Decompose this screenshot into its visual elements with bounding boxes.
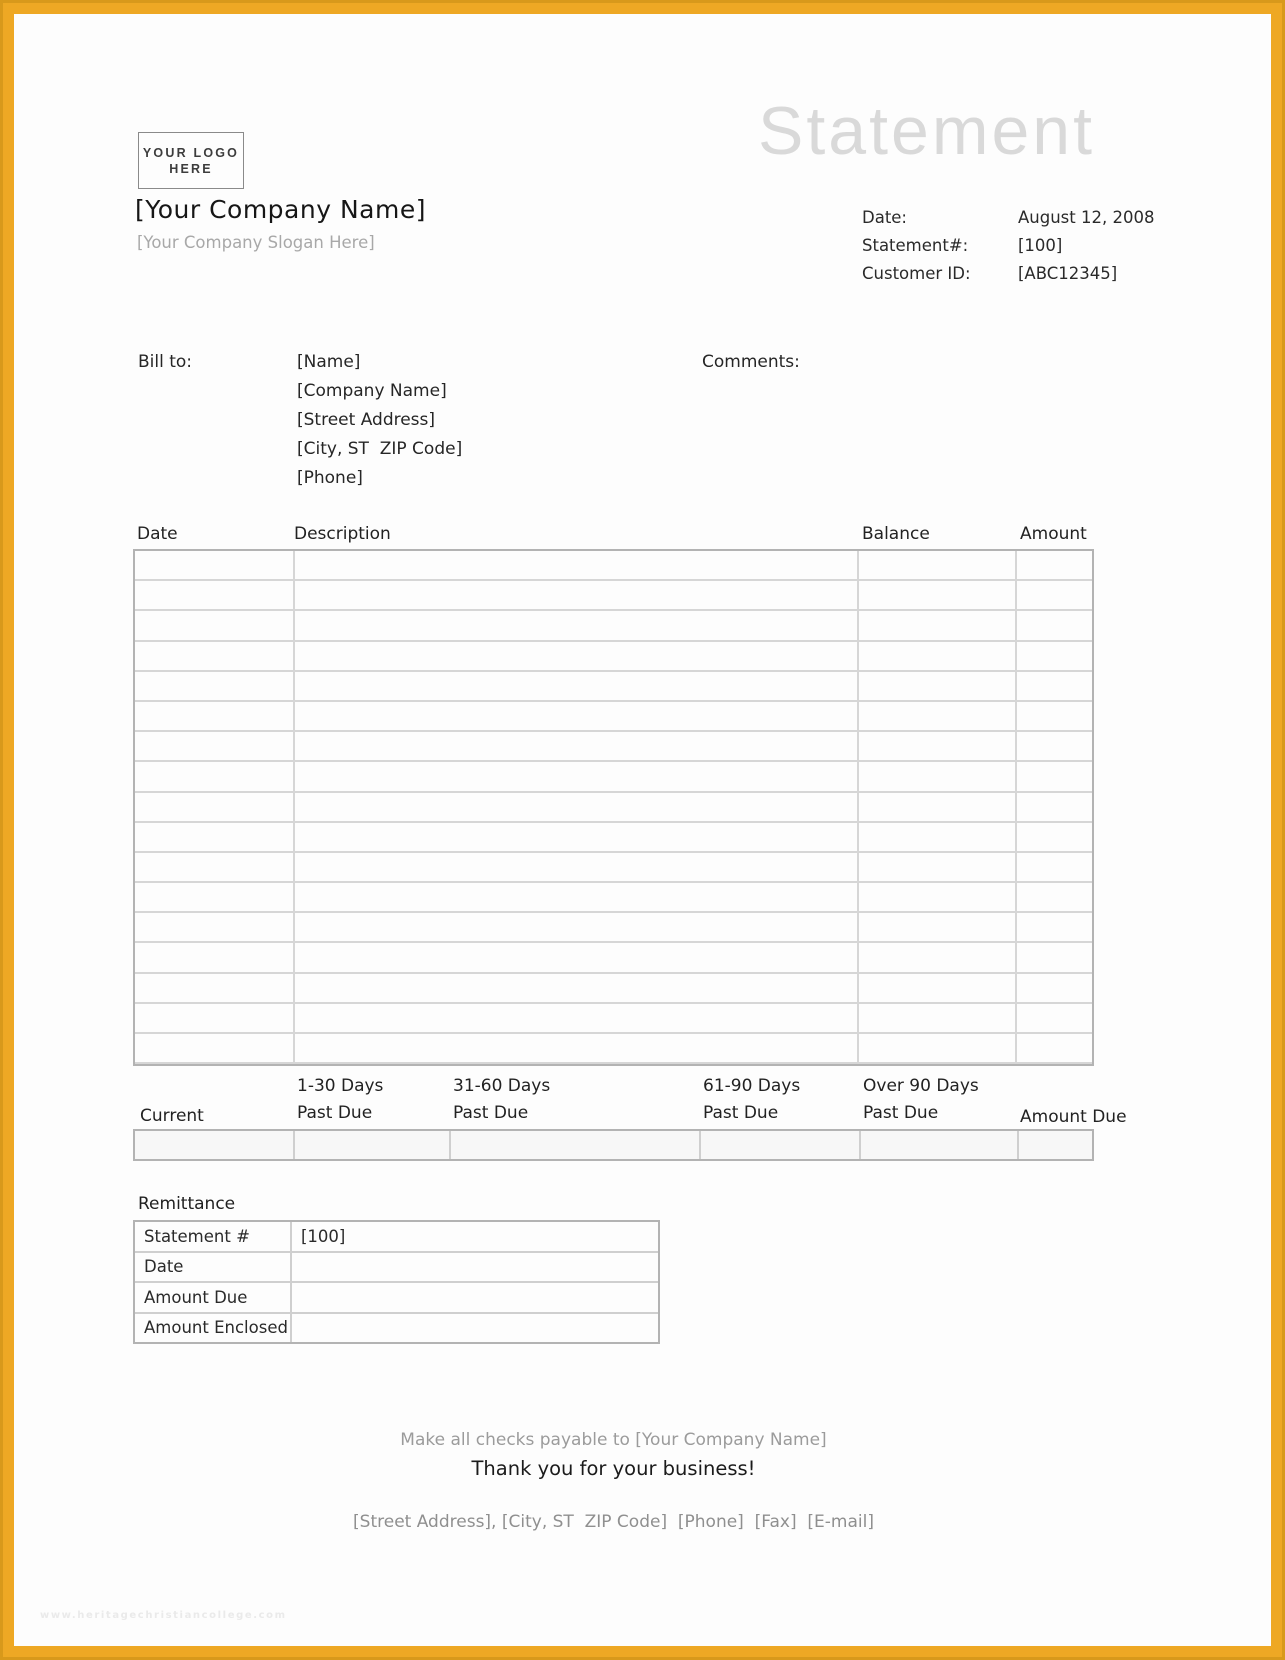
remittance-label-amount-due: Amount Due xyxy=(135,1283,290,1312)
statement-cell[interactable] xyxy=(295,793,857,821)
statement-cell[interactable] xyxy=(1017,702,1092,730)
checks-payable-line: Make all checks payable to [Your Company Name] xyxy=(400,1430,827,1450)
statement-table-body xyxy=(133,549,1094,1066)
statement-cell[interactable] xyxy=(1017,913,1092,941)
column-header-description: Description xyxy=(294,524,391,544)
statement-cell[interactable] xyxy=(859,823,1015,851)
aging-cell[interactable] xyxy=(295,1131,449,1159)
statement-cell[interactable] xyxy=(859,611,1015,639)
statement-cell[interactable] xyxy=(859,883,1015,911)
statement-cell[interactable] xyxy=(859,762,1015,790)
aging-label-over-90-pastdue: Past Due xyxy=(863,1103,939,1123)
statement-cell[interactable] xyxy=(859,1034,1015,1062)
aging-label-31-60: 31-60 Days xyxy=(453,1076,551,1096)
aging-cell[interactable] xyxy=(861,1131,1017,1159)
company-logo xyxy=(138,132,244,189)
statement-number-label: Statement#: xyxy=(862,236,969,255)
aging-cell[interactable] xyxy=(451,1131,699,1159)
statement-cell[interactable] xyxy=(135,1034,293,1062)
contact-line: [Street Address], [City, ST ZIP Code] [Phone] [Fax] [E-mail] xyxy=(353,1512,874,1532)
bill-to-street: [Street Address] xyxy=(297,410,436,430)
document-title: Statement xyxy=(758,93,1095,169)
aging-label-amount-due: Amount Due xyxy=(1020,1107,1127,1127)
statement-cell[interactable] xyxy=(859,702,1015,730)
aging-row xyxy=(133,1129,1094,1161)
thank-you-line: Thank you for your business! xyxy=(471,1457,756,1480)
remittance-label-amount-enclosed: Amount Enclosed xyxy=(135,1314,290,1343)
statement-cell[interactable] xyxy=(135,883,293,911)
remittance-value-date[interactable] xyxy=(292,1253,658,1282)
statement-cell[interactable] xyxy=(859,642,1015,670)
statement-cell[interactable] xyxy=(135,642,293,670)
statement-cell[interactable] xyxy=(135,823,293,851)
statement-cell[interactable] xyxy=(135,913,293,941)
bill-to-company: [Company Name] xyxy=(297,381,447,401)
company-name: [Your Company Name] xyxy=(135,195,426,224)
statement-cell[interactable] xyxy=(859,913,1015,941)
statement-cell[interactable] xyxy=(295,974,857,1002)
comments-label: Comments: xyxy=(702,352,800,372)
remittance-label-date: Date xyxy=(135,1253,290,1282)
statement-cell[interactable] xyxy=(1017,974,1092,1002)
aging-label-61-90: 61-90 Days xyxy=(703,1076,801,1096)
aging-label-1-30-pastdue: Past Due xyxy=(297,1103,373,1123)
statement-cell[interactable] xyxy=(859,672,1015,700)
column-header-date: Date xyxy=(137,524,178,544)
statement-cell[interactable] xyxy=(859,793,1015,821)
column-header-amount: Amount xyxy=(1020,524,1087,544)
statement-cell[interactable] xyxy=(135,702,293,730)
statement-cell[interactable] xyxy=(1017,1004,1092,1032)
customer-id-label: Customer ID: xyxy=(862,264,971,283)
statement-cell[interactable] xyxy=(295,732,857,760)
statement-cell[interactable] xyxy=(295,883,857,911)
statement-cell[interactable] xyxy=(295,551,857,579)
bill-to-phone: [Phone] xyxy=(297,468,363,488)
statement-cell[interactable] xyxy=(135,762,293,790)
statement-cell[interactable] xyxy=(1017,672,1092,700)
statement-cell[interactable] xyxy=(135,551,293,579)
statement-cell[interactable] xyxy=(1017,793,1092,821)
statement-cell[interactable] xyxy=(135,1004,293,1032)
aging-label-1-30: 1-30 Days xyxy=(297,1076,384,1096)
statement-cell[interactable] xyxy=(859,581,1015,609)
statement-cell[interactable] xyxy=(1017,611,1092,639)
statement-cell[interactable] xyxy=(859,943,1015,971)
date-label: Date: xyxy=(862,208,907,227)
statement-cell[interactable] xyxy=(135,611,293,639)
bill-to-label: Bill to: xyxy=(138,352,193,372)
statement-cell[interactable] xyxy=(135,943,293,971)
date-value: August 12, 2008 xyxy=(1018,208,1155,227)
remittance-value-amount-enclosed[interactable] xyxy=(292,1314,658,1343)
statement-cell[interactable] xyxy=(295,823,857,851)
aging-label-current: Current xyxy=(140,1106,204,1126)
statement-cell[interactable] xyxy=(1017,823,1092,851)
statement-cell[interactable] xyxy=(295,702,857,730)
statement-cell[interactable] xyxy=(1017,943,1092,971)
bill-to-name: [Name] xyxy=(297,352,361,372)
remittance-value-statement[interactable]: [100] xyxy=(292,1222,658,1251)
column-header-balance: Balance xyxy=(862,524,930,544)
statement-cell[interactable] xyxy=(1017,642,1092,670)
statement-cell[interactable] xyxy=(295,762,857,790)
statement-cell[interactable] xyxy=(135,672,293,700)
company-slogan: [Your Company Slogan Here] xyxy=(137,233,375,252)
statement-cell[interactable] xyxy=(295,642,857,670)
statement-cell[interactable] xyxy=(295,672,857,700)
statement-cell[interactable] xyxy=(295,913,857,941)
statement-cell[interactable] xyxy=(295,1034,857,1062)
statement-cell[interactable] xyxy=(1017,551,1092,579)
aging-cell[interactable] xyxy=(1019,1131,1092,1159)
statement-number-value: [100] xyxy=(1018,236,1063,255)
bill-to-city: [City, ST ZIP Code] xyxy=(297,439,463,459)
customer-id-value: [ABC12345] xyxy=(1018,264,1118,283)
remittance-title: Remittance xyxy=(138,1194,236,1214)
statement-cell[interactable] xyxy=(859,853,1015,881)
statement-cell[interactable] xyxy=(1017,581,1092,609)
aging-cell[interactable] xyxy=(135,1131,293,1159)
statement-cell[interactable] xyxy=(295,581,857,609)
statement-cell[interactable] xyxy=(135,581,293,609)
statement-cell[interactable] xyxy=(1017,1034,1092,1062)
aging-cell[interactable] xyxy=(701,1131,859,1159)
statement-cell[interactable] xyxy=(859,974,1015,1002)
statement-cell[interactable] xyxy=(859,732,1015,760)
statement-cell[interactable] xyxy=(1017,883,1092,911)
statement-cell[interactable] xyxy=(135,732,293,760)
statement-cell[interactable] xyxy=(1017,762,1092,790)
logo-text-line1: YOUR LOGO xyxy=(142,145,240,160)
statement-cell[interactable] xyxy=(1017,732,1092,760)
aging-label-over-90: Over 90 Days xyxy=(863,1076,979,1096)
aging-label-61-90-pastdue: Past Due xyxy=(703,1103,779,1123)
statement-cell[interactable] xyxy=(295,611,857,639)
aging-label-31-60-pastdue: Past Due xyxy=(453,1103,529,1123)
watermark-url: www.heritagechristiancollege.com xyxy=(40,1610,287,1621)
remittance-value-amount-due[interactable] xyxy=(292,1283,658,1312)
statement-cell[interactable] xyxy=(295,943,857,971)
remittance-table xyxy=(133,1220,660,1344)
statement-cell[interactable] xyxy=(135,793,293,821)
statement-cell[interactable] xyxy=(295,853,857,881)
statement-cell[interactable] xyxy=(135,974,293,1002)
statement-cell[interactable] xyxy=(295,1004,857,1032)
statement-cell[interactable] xyxy=(1017,853,1092,881)
logo-text-line2: HERE xyxy=(169,161,213,176)
statement-cell[interactable] xyxy=(135,853,293,881)
remittance-label-statement: Statement # xyxy=(135,1222,290,1251)
statement-cell[interactable] xyxy=(859,1004,1015,1032)
statement-cell[interactable] xyxy=(859,551,1015,579)
